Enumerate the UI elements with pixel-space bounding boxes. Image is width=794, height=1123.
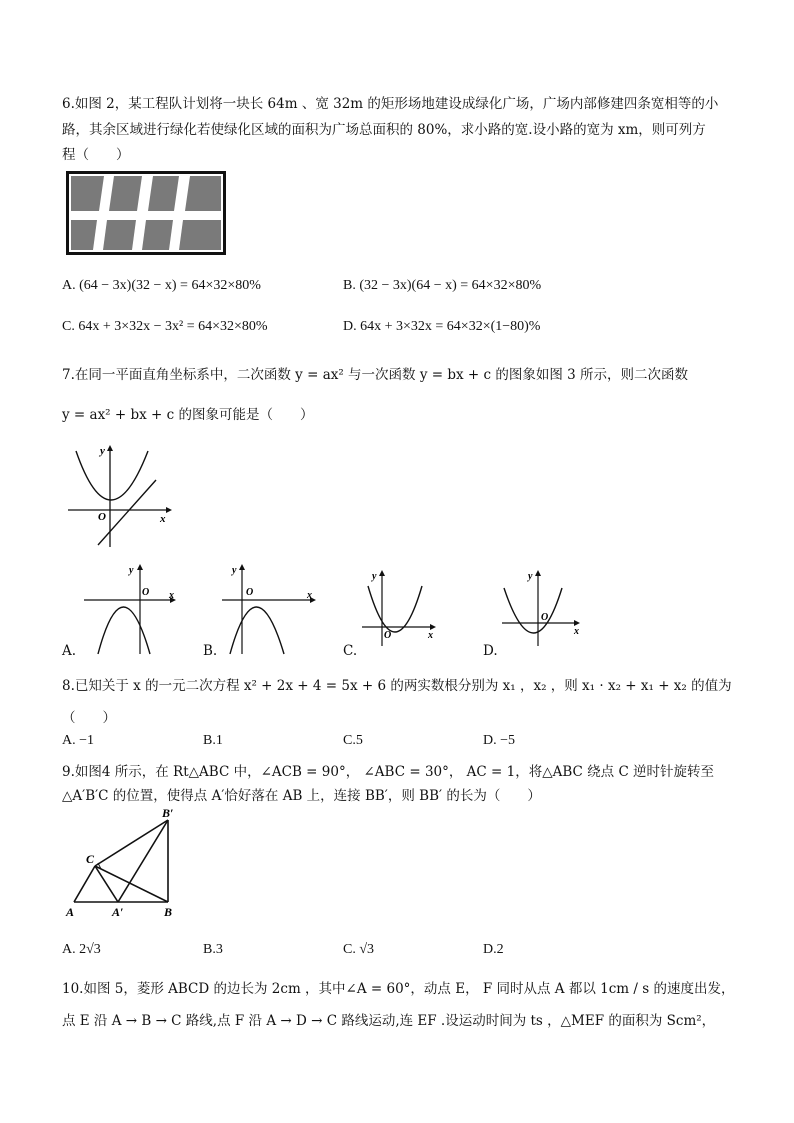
q8-option-d: D. −5 — [483, 733, 516, 748]
q6-option-b: B. (32 − 3x)(64 − x) = 64×32×80% — [343, 278, 542, 293]
figure-2-rectangular-plaza — [66, 171, 226, 255]
q7-option-d-label: D. — [483, 643, 498, 659]
q9-option-b: B.3 — [203, 942, 223, 957]
svg-text:y: y — [528, 571, 533, 582]
q7-line1: 7.在同一平面直角坐标系中，二次函数 y = ax² 与一次函数 y = bx + c 的图象如图 3 所示，则二次函数 — [62, 367, 689, 383]
label-a-prime: A′ — [112, 905, 124, 919]
q7-line2: y = ax² + bx + c 的图象可能是（ ） — [62, 407, 314, 423]
fig3-y-arrow — [107, 445, 113, 451]
svg-text:O: O — [384, 630, 392, 641]
q10-line1: 10.如图 5，菱形 ABCD 的边长为 2cm ，其中∠A = 60°，动点 E， F 同时从点 A 都以 1cm / s 的速度出发， — [62, 981, 735, 997]
green-area-1 — [71, 176, 104, 211]
q6-line3: 程（ ） — [62, 147, 130, 163]
green-area-2 — [109, 176, 142, 211]
q8-option-a: A. −1 — [62, 733, 95, 748]
label-b: B — [164, 905, 173, 919]
fig3-parabola — [76, 451, 148, 500]
q6-option-d: D. 64x + 3×32x = 64×32×(1−80)% — [343, 319, 541, 334]
q10-line2: 点 E 沿 A → B → C 路线,点 F 沿 A → D → C 路线运动,连 EF .设运动时间为 ts ，△MEF 的面积为 Scm²， — [62, 1013, 716, 1029]
green-area-6 — [103, 220, 136, 250]
svg-text:y: y — [232, 565, 237, 576]
q9-option-d: D.2 — [483, 942, 504, 957]
green-area-3 — [148, 176, 179, 211]
fig3-x-arrow — [166, 507, 172, 513]
green-area-5 — [71, 220, 97, 250]
svg-text:O: O — [541, 612, 549, 623]
svg-text:y: y — [372, 571, 377, 582]
q8-line2: （ ） — [62, 710, 116, 726]
label-b-prime: B′ — [162, 806, 174, 820]
svg-text:x: x — [428, 630, 433, 641]
q7-graph-b — [218, 562, 318, 656]
q8-option-b: B.1 — [203, 733, 223, 748]
q9-line2: △A′B′C 的位置，使得点 A′恰好落在 AB 上，连接 BB′，则 BB′ 的长为（ ） — [62, 788, 541, 804]
fig3-origin-label: O — [98, 511, 106, 523]
svg-text:y: y — [129, 565, 134, 576]
fig3-x-label: x — [160, 513, 166, 525]
q7-option-c-label: C. — [343, 643, 358, 659]
q8-option-c: C.5 — [343, 733, 363, 748]
q9-option-a: A. 2√3 — [62, 942, 101, 957]
label-a: A — [66, 905, 75, 919]
green-area-4 — [185, 176, 221, 211]
svg-text:O: O — [142, 587, 150, 598]
q9-option-c: C. √3 — [343, 942, 375, 957]
svg-text:x: x — [169, 590, 174, 601]
svg-text:x: x — [307, 590, 312, 601]
label-c: C — [86, 852, 95, 866]
q7-option-a-label: A. — [62, 643, 77, 659]
q7-option-b-label: B. — [203, 643, 218, 659]
figure-3-graph — [62, 443, 174, 549]
q6-option-c: C. 64x + 3×32x − 3x² = 64×32×80% — [62, 319, 268, 334]
q6-line2: 路，其余区域进行绿化若使绿化区域的面积为广场总面积的 80%，求小路的宽.设小路的宽为 xm，则可列方 — [62, 122, 706, 138]
q7-graph-a — [80, 562, 180, 656]
q6-option-a: A. (64 − 3x)(32 − x) = 64×32×80% — [62, 278, 261, 293]
q8-line1: 8.已知关于 x 的一元二次方程 x² + 2x + 4 = 5x + 6 的两实数根分别为 x₁ ，x₂ ，则 x₁ · x₂ + x₁ + x₂ 的值为 — [62, 678, 732, 694]
svg-text:O: O — [246, 587, 254, 598]
q7-graph-d — [498, 568, 588, 648]
q6-line1: 6.如图 2，某工程队计划将一块长 64m 、宽 32m 的矩形场地建设成绿化广场，广场内部修建四条宽相等的小 — [62, 96, 719, 112]
q9-line1: 9.如图4 所示，在 Rt△ABC 中，∠ACB = 90°， ∠ABC = 30°， AC = 1，将△ABC 绕点 C 逆时针旋转至 — [62, 764, 715, 780]
svg-text:x: x — [574, 626, 579, 637]
figure-4-triangle — [62, 805, 192, 920]
green-area-8 — [179, 220, 221, 250]
q7-graph-c — [358, 568, 444, 648]
fig3-y-label: y — [100, 445, 105, 457]
green-area-7 — [142, 220, 173, 250]
